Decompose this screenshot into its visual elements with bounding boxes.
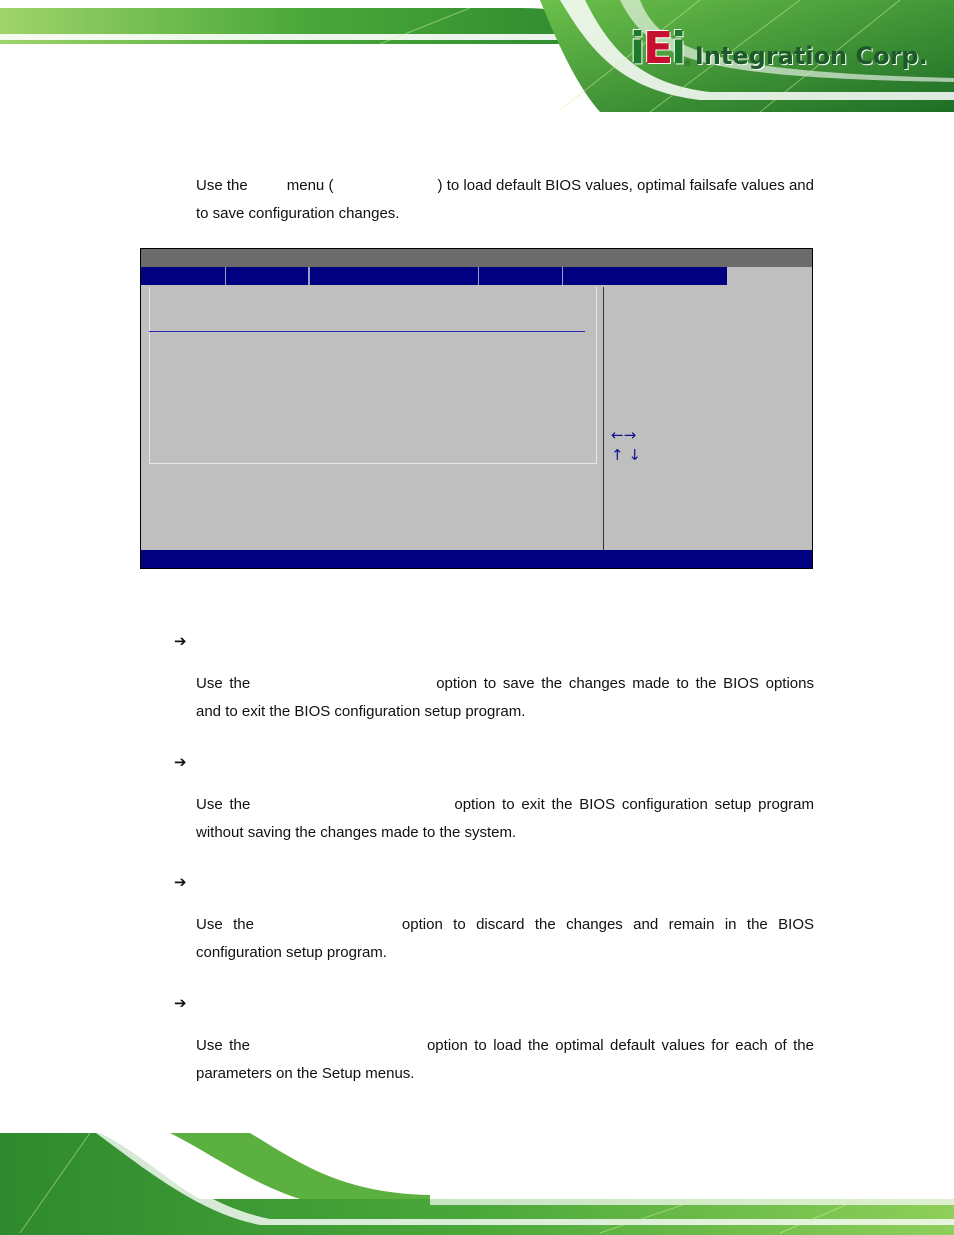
arrow-bullet-icon: ➔: [174, 632, 187, 650]
up-down-arrows-icon: ↑ ↓: [611, 446, 641, 464]
bios-menu-bar: [141, 267, 727, 285]
bios-title-bar: [141, 249, 812, 267]
intro-menu-label: menu (: [286, 177, 334, 194]
intro-description: ) to load default BIOS values, optimal failsafe values and to save configuration changes.: [196, 177, 814, 222]
bios-menu-tab-security[interactable]: [563, 267, 727, 285]
option-use-the: Use the: [196, 1037, 250, 1054]
option-description: option to exit the BIOS configuration setup program without saving the changes made to the system.: [196, 796, 814, 841]
option-discard-changes-paragraph: [196, 911, 814, 967]
option-description: option to load the optimal default values for each of the parameters on the Setup menus.: [196, 1037, 814, 1082]
bios-menu-tab-chipset[interactable]: [309, 267, 480, 285]
option-use-the: Use the: [196, 675, 251, 692]
option-description: option to save the changes made to the BIOS options and to exit the BIOS configuration setup program.: [196, 675, 814, 720]
bios-menu-tab-advanced[interactable]: [226, 267, 309, 285]
bios-panel-divider: [603, 287, 604, 550]
registered-mark: ®: [684, 58, 691, 68]
arrow-bullet-icon: ➔: [174, 873, 187, 891]
arrow-bullet-icon: ➔: [174, 994, 187, 1012]
option-use-the: Use the: [196, 796, 251, 813]
bios-menu-tab-main[interactable]: [141, 267, 226, 285]
left-right-arrows-icon: ←→: [611, 426, 637, 444]
intro-paragraph: [196, 172, 814, 228]
bios-options-panel: [149, 287, 597, 464]
option-save-exit-paragraph: [196, 670, 814, 726]
iei-logo: [630, 23, 928, 74]
option-description: option to discard the changes and remain in the BIOS configuration setup program.: [196, 916, 814, 961]
bios-status-bar: [141, 550, 812, 568]
iei-logo-wordmark: Integration Corp.: [694, 42, 928, 70]
bios-menu-tab-boot[interactable]: [479, 267, 563, 285]
bios-menu-tab-exit[interactable]: [727, 267, 812, 285]
option-load-defaults-paragraph: [196, 1032, 814, 1088]
intro-use-the: Use the: [196, 177, 248, 194]
arrow-bullet-icon: ➔: [174, 753, 187, 771]
bios-help-panel: [611, 425, 641, 465]
bios-section-underline: [149, 331, 585, 332]
bios-exit-screen: [140, 248, 813, 569]
iei-logo-mark: iEi: [630, 23, 685, 74]
option-exit-without-saving-paragraph: [196, 791, 814, 847]
option-use-the: Use the: [196, 916, 254, 933]
footer-banner: [0, 1133, 954, 1235]
